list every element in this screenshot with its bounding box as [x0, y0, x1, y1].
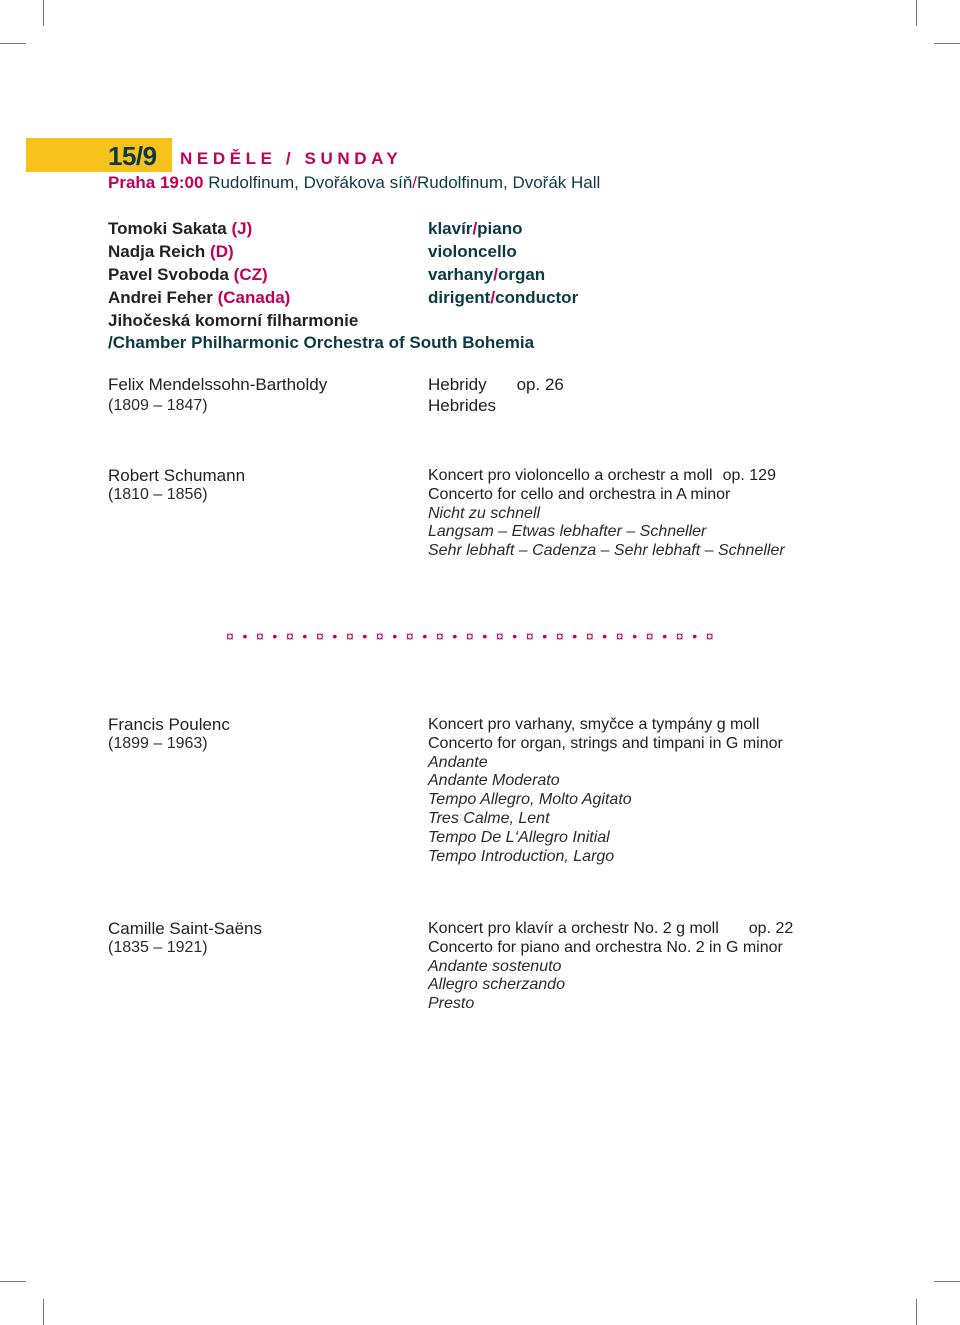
- ornament-star-icon: ¤: [405, 628, 414, 644]
- performer-role: [428, 242, 517, 261]
- role-separator: /: [472, 219, 478, 238]
- movement: Andante Moderato: [428, 772, 560, 790]
- ornament-dot-icon: •: [572, 628, 578, 644]
- work-title-cs: [428, 376, 564, 395]
- ornament-dot-icon: •: [242, 628, 248, 644]
- ornament-star-icon: ¤: [315, 628, 324, 644]
- performer-origin: (CZ): [233, 265, 268, 284]
- performer-row: [108, 219, 252, 238]
- movement: Nicht zu schnell: [428, 504, 541, 522]
- work-opus: op. 22: [748, 920, 794, 937]
- composer-name: Robert Schumann: [108, 466, 246, 485]
- movement: Tempo Allegro, Molto Agitato: [428, 791, 632, 809]
- movement: Sehr lebhaft – Cadenza – Sehr lebhaft – Schneller: [428, 542, 785, 560]
- work-title-cs: Koncert pro varhany, smyčce a tympány g moll: [428, 716, 760, 733]
- work-opus: op. 129: [722, 467, 776, 484]
- role-cs: violoncello: [428, 242, 517, 261]
- ornament-star-icon: ¤: [495, 628, 504, 644]
- crop-mark-top-left: [43, 0, 44, 26]
- venue-cs: Rudolfinum, Dvořákova síň: [208, 173, 413, 192]
- work-opus: op. 26: [516, 375, 564, 394]
- crop-mark-bottom-right: [916, 1299, 917, 1325]
- ornament-dot-icon: •: [602, 628, 608, 644]
- crop-mark-bottom-left: [43, 1299, 44, 1325]
- ornament-dot-icon: •: [452, 628, 458, 644]
- ornament-star-icon: ¤: [645, 628, 654, 644]
- ornament-star-icon: ¤: [555, 628, 564, 644]
- performer-row: [108, 288, 290, 307]
- movement: Allegro scherzando: [428, 976, 565, 994]
- movement: Tempo Introduction, Largo: [428, 847, 615, 865]
- ornament-dot-icon: •: [332, 628, 338, 644]
- composer-block: [108, 376, 327, 416]
- event-venue: [108, 173, 600, 193]
- composer-years: (1899 – 1963): [108, 734, 208, 752]
- role-cs: varhany: [428, 265, 494, 284]
- work-block: [428, 467, 785, 561]
- work-title-cs: [428, 467, 785, 486]
- work-title-en: Concerto for organ, strings and timpani in G minor: [428, 734, 783, 752]
- work-title-cs: [428, 920, 793, 939]
- performer-role: [428, 219, 523, 238]
- crop-mark-right-top: [934, 43, 960, 44]
- role-separator: /: [493, 265, 498, 284]
- movement: Tempo De L‘Allegro Initial: [428, 828, 610, 846]
- role-en: organ: [497, 265, 546, 284]
- movement: Tres Calme, Lent: [428, 809, 550, 827]
- crop-mark-left-bottom: [0, 1281, 26, 1282]
- movement: Andante sostenuto: [428, 957, 562, 975]
- ornament-dot-icon: •: [482, 628, 488, 644]
- orchestra-name-cs: Jihočeská komorní filharmonie: [108, 311, 359, 330]
- composer-name: Francis Poulenc: [108, 715, 230, 734]
- composer-years: (1810 – 1856): [108, 485, 208, 503]
- performer-name: Tomoki Sakata: [108, 219, 227, 238]
- work-title-en: Concerto for piano and orchestra No. 2 in G minor: [428, 938, 783, 956]
- movement: Langsam – Etwas lebhafter – Schneller: [428, 523, 707, 541]
- performer-origin: (J): [231, 219, 253, 238]
- role-cs: klavír: [428, 219, 473, 238]
- role-en: conductor: [495, 288, 579, 307]
- event-date: 15/9: [108, 141, 157, 171]
- work-block: [428, 920, 793, 1014]
- ornament-star-icon: ¤: [285, 628, 294, 644]
- composer-block: [108, 716, 230, 754]
- movement: Presto: [428, 995, 475, 1013]
- performer-origin: (D): [210, 242, 234, 261]
- ornament-dot-icon: •: [272, 628, 278, 644]
- ornament-dot-icon: •: [422, 628, 428, 644]
- performer-origin: (Canada): [217, 288, 291, 307]
- ornament-dot-icon: •: [512, 628, 518, 644]
- work-title-en: Concerto for cello and orchestra in A minor: [428, 485, 731, 503]
- ornament-dot-icon: •: [662, 628, 668, 644]
- movement: Andante: [428, 753, 488, 771]
- crop-mark-top-right: [916, 0, 917, 26]
- ornament-star-icon: ¤: [585, 628, 594, 644]
- composer-years: (1835 – 1921): [108, 938, 208, 956]
- work-cs-text: Koncert pro klavír a orchestr No. 2 g moll: [428, 920, 719, 937]
- venue-separator: /: [412, 173, 418, 192]
- work-title-en: Hebrides: [428, 395, 497, 415]
- ornament-star-icon: ¤: [345, 628, 354, 644]
- ornament-dot-icon: •: [692, 628, 698, 644]
- crop-mark-right-bottom: [934, 1281, 960, 1282]
- role-en: piano: [477, 219, 523, 238]
- composer-name: Camille Saint-Saëns: [108, 919, 263, 938]
- ornament-star-icon: ¤: [375, 628, 384, 644]
- venue-en: Rudolfinum, Dvořák Hall: [417, 173, 601, 192]
- performer-row: [108, 265, 268, 284]
- ornament-star-icon: ¤: [615, 628, 624, 644]
- crop-mark-left-top: [0, 43, 26, 44]
- performer-role: [428, 288, 578, 307]
- work-cs-text: Koncert pro violoncello a orchestr a moll: [428, 467, 713, 484]
- ornament-divider: [226, 627, 714, 645]
- ornament-star-icon: ¤: [675, 628, 684, 644]
- composer-block: [108, 467, 245, 505]
- ornament-dot-icon: •: [362, 628, 368, 644]
- performer-role: [428, 265, 545, 284]
- work-cs-text: Hebridy: [428, 375, 487, 394]
- ornament-star-icon: ¤: [255, 628, 264, 644]
- city-time: Praha 19:00: [108, 173, 204, 192]
- role-separator: /: [490, 288, 496, 307]
- ornament-star-icon: ¤: [226, 628, 234, 644]
- performer-row: [108, 242, 234, 261]
- ornament-dot-icon: •: [632, 628, 638, 644]
- ornament-star-icon: ¤: [525, 628, 534, 644]
- ornament-star-icon: ¤: [465, 628, 474, 644]
- performer-name: Andrei Feher: [108, 288, 213, 307]
- composer-years: (1809 – 1847): [108, 396, 208, 414]
- work-block: [428, 376, 564, 416]
- ornament-dot-icon: •: [392, 628, 398, 644]
- composer-name: Felix Mendelssohn-Bartholdy: [108, 375, 328, 394]
- work-block: [428, 716, 783, 866]
- ornament-star-icon: ¤: [705, 628, 714, 644]
- orchestra-name-en: /Chamber Philharmonic Orchestra of South Bohemia: [108, 333, 535, 352]
- ornament-dot-icon: •: [302, 628, 308, 644]
- ornament-star-icon: ¤: [435, 628, 444, 644]
- ornament-dot-icon: •: [542, 628, 548, 644]
- composer-block: [108, 920, 262, 958]
- role-cs: dirigent: [428, 288, 491, 307]
- performer-name: Pavel Svoboda: [108, 265, 229, 284]
- event-day: NEDĚLE / SUNDAY: [180, 149, 403, 168]
- performer-name: Nadja Reich: [108, 242, 206, 261]
